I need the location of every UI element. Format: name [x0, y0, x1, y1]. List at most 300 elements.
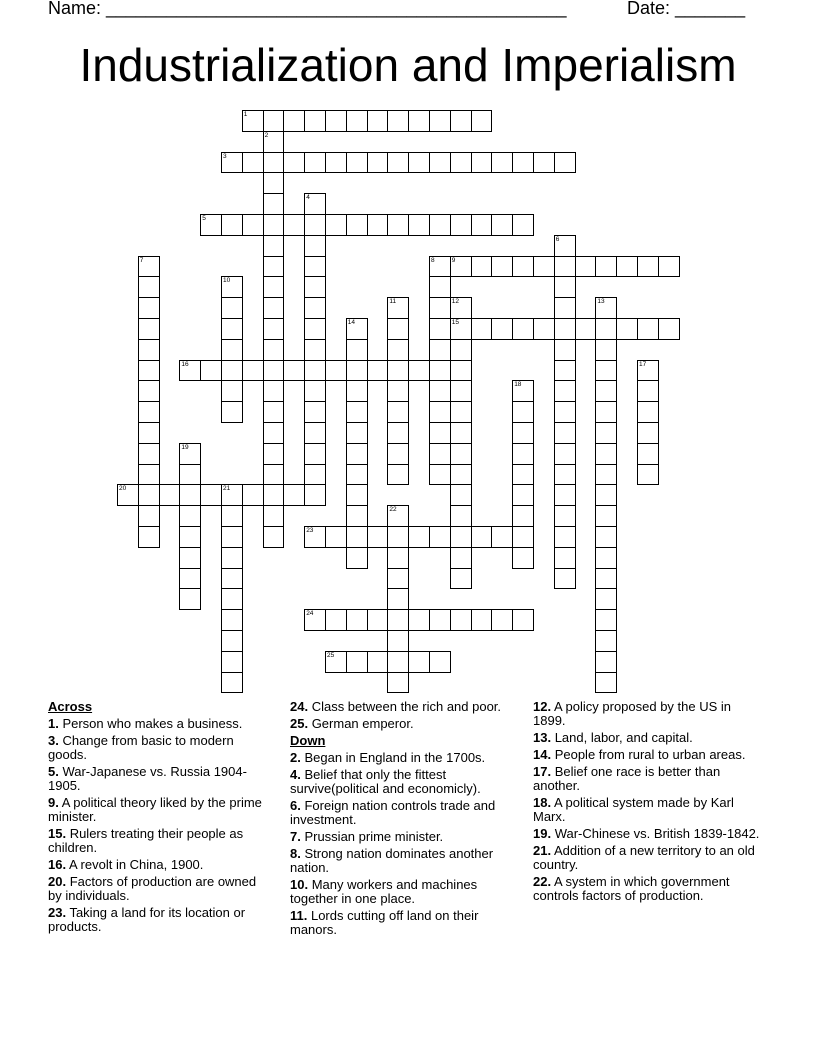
crossword-cell[interactable]	[512, 443, 534, 465]
crossword-cell[interactable]	[221, 339, 243, 361]
crossword-cell[interactable]	[138, 256, 160, 278]
clue-item	[533, 875, 763, 903]
crossword-cell[interactable]	[367, 152, 389, 174]
crossword-cell[interactable]	[138, 276, 160, 298]
crossword-cell[interactable]	[200, 360, 222, 382]
crossword-cell[interactable]	[304, 297, 326, 319]
crossword-cell[interactable]	[450, 318, 472, 340]
crossword-cell-number: 20	[119, 485, 127, 493]
crossword-cell[interactable]	[429, 110, 451, 132]
crossword-cell[interactable]	[408, 110, 430, 132]
crossword-cell[interactable]	[595, 380, 617, 402]
crossword-cell[interactable]	[325, 609, 347, 631]
crossword-cell[interactable]	[325, 526, 347, 548]
crossword-cell[interactable]	[138, 318, 160, 340]
crossword-cell[interactable]	[471, 526, 493, 548]
crossword-cell[interactable]	[554, 422, 576, 444]
crossword-cell[interactable]	[263, 110, 285, 132]
crossword-cell[interactable]	[575, 256, 597, 278]
crossword-cell[interactable]	[304, 235, 326, 257]
crossword-cell[interactable]	[242, 484, 264, 506]
crossword-cell[interactable]	[346, 484, 368, 506]
crossword-cell[interactable]	[512, 401, 534, 423]
crossword-cell[interactable]	[387, 110, 409, 132]
crossword-cell[interactable]	[304, 526, 326, 548]
clue-item	[533, 731, 763, 745]
crossword-cell[interactable]	[221, 401, 243, 423]
crossword-cell[interactable]	[450, 484, 472, 506]
crossword-cell[interactable]	[554, 526, 576, 548]
crossword-cell-number: 15	[451, 319, 460, 326]
crossword-cell[interactable]	[637, 422, 659, 444]
crossword-cell[interactable]	[221, 214, 243, 236]
crossword-cell[interactable]	[138, 401, 160, 423]
crossword-cell[interactable]	[491, 214, 513, 236]
crossword-cell[interactable]	[367, 214, 389, 236]
crossword-cell[interactable]	[159, 484, 181, 506]
crossword-cell[interactable]	[325, 110, 347, 132]
crossword-cell[interactable]	[408, 360, 430, 382]
crossword-cell[interactable]	[179, 568, 201, 590]
crossword-cell[interactable]	[554, 484, 576, 506]
crossword-cell[interactable]	[304, 360, 326, 382]
crossword-cell[interactable]	[554, 464, 576, 486]
crossword-cell[interactable]	[263, 276, 285, 298]
crossword-cell[interactable]	[283, 110, 305, 132]
crossword-cell[interactable]	[283, 360, 305, 382]
crossword-cell[interactable]	[138, 422, 160, 444]
crossword-cell[interactable]	[179, 464, 201, 486]
crossword-cell[interactable]	[221, 380, 243, 402]
crossword-cell[interactable]	[242, 110, 264, 132]
crossword-cell[interactable]	[387, 380, 409, 402]
crossword-cell[interactable]	[408, 214, 430, 236]
crossword-cell[interactable]	[595, 568, 617, 590]
crossword-cell[interactable]	[450, 464, 472, 486]
crossword-cell[interactable]	[595, 505, 617, 527]
crossword-cell[interactable]	[304, 193, 326, 215]
crossword-cell[interactable]	[200, 484, 222, 506]
clue-text: Addition of a new territory to an old country.	[533, 843, 755, 872]
crossword-cell[interactable]	[221, 526, 243, 548]
crossword-cell[interactable]	[658, 256, 680, 278]
crossword-cell[interactable]	[221, 588, 243, 610]
crossword-cell[interactable]	[658, 318, 680, 340]
crossword-cell[interactable]	[346, 318, 368, 340]
crossword-cell[interactable]	[429, 297, 451, 319]
crossword-cell[interactable]	[616, 318, 638, 340]
crossword-cell[interactable]	[450, 380, 472, 402]
crossword-cell[interactable]	[554, 568, 576, 590]
crossword-cell[interactable]	[554, 401, 576, 423]
crossword-cell[interactable]	[450, 360, 472, 382]
crossword-cell[interactable]	[595, 422, 617, 444]
crossword-cell[interactable]	[450, 547, 472, 569]
crossword-cell[interactable]	[554, 505, 576, 527]
crossword-cell[interactable]	[221, 630, 243, 652]
crossword-cell[interactable]	[346, 110, 368, 132]
crossword-cell[interactable]	[283, 214, 305, 236]
crossword-cell[interactable]	[429, 152, 451, 174]
crossword-cell[interactable]	[616, 256, 638, 278]
crossword-cell[interactable]	[387, 360, 409, 382]
crossword-cell[interactable]	[429, 339, 451, 361]
crossword-cell[interactable]	[387, 464, 409, 486]
crossword-cell[interactable]	[533, 256, 555, 278]
crossword-cell[interactable]	[304, 318, 326, 340]
crossword-cell[interactable]	[263, 360, 285, 382]
crossword-cell[interactable]	[533, 318, 555, 340]
crossword-cell[interactable]	[450, 110, 472, 132]
crossword-cell[interactable]	[387, 526, 409, 548]
crossword-cell[interactable]	[304, 276, 326, 298]
clue-text: A system in which government controls factors of production.	[533, 874, 730, 903]
crossword-cell[interactable]	[450, 526, 472, 548]
crossword-cell[interactable]	[263, 380, 285, 402]
crossword-cell[interactable]	[221, 568, 243, 590]
crossword-cell[interactable]	[554, 380, 576, 402]
crossword-cell[interactable]	[346, 401, 368, 423]
crossword-cell-number: 8	[431, 256, 435, 264]
crossword-cell[interactable]	[387, 318, 409, 340]
crossword-cell[interactable]	[346, 422, 368, 444]
clue-text: Person who makes a business.	[58, 716, 243, 731]
crossword-cell[interactable]	[304, 110, 326, 132]
crossword-cell[interactable]	[387, 401, 409, 423]
clue-item	[290, 799, 510, 827]
crossword-cell[interactable]	[491, 256, 513, 278]
crossword-cell[interactable]	[595, 360, 617, 382]
crossword-cell[interactable]	[554, 276, 576, 298]
crossword-cell[interactable]	[554, 297, 576, 319]
crossword-cell[interactable]	[367, 526, 389, 548]
crossword-cell[interactable]	[346, 505, 368, 527]
crossword-cell[interactable]	[512, 609, 534, 631]
crossword-cell[interactable]	[512, 152, 534, 174]
crossword-cell[interactable]	[221, 152, 243, 174]
crossword-cell[interactable]	[304, 152, 326, 174]
crossword-cell[interactable]	[367, 110, 389, 132]
crossword-cell[interactable]	[263, 318, 285, 340]
crossword-cell[interactable]	[179, 443, 201, 465]
crossword-cell[interactable]	[221, 547, 243, 569]
crossword-cell[interactable]	[450, 568, 472, 590]
crossword-cell[interactable]	[471, 318, 493, 340]
crossword-cell[interactable]	[595, 443, 617, 465]
crossword-cell[interactable]	[263, 152, 285, 174]
crossword-cell[interactable]	[346, 547, 368, 569]
crossword-cell[interactable]	[429, 256, 451, 278]
across-clue-list	[48, 717, 268, 934]
crossword-cell[interactable]	[595, 588, 617, 610]
crossword-cell[interactable]	[221, 318, 243, 340]
crossword-cell-number: 4	[306, 194, 310, 202]
crossword-cell[interactable]	[471, 214, 493, 236]
crossword-cell[interactable]	[429, 422, 451, 444]
crossword-cell[interactable]	[408, 526, 430, 548]
crossword-cell[interactable]	[117, 484, 139, 506]
crossword-cell[interactable]	[512, 547, 534, 569]
crossword-cell[interactable]	[179, 484, 201, 506]
clue-text: Many workers and machines together in one place.	[290, 877, 478, 906]
crossword-cell[interactable]	[263, 401, 285, 423]
crossword-cell[interactable]	[450, 401, 472, 423]
crossword-cell[interactable]	[387, 568, 409, 590]
crossword-cell[interactable]	[304, 443, 326, 465]
crossword-cell-number: 3	[223, 152, 227, 160]
crossword-cell[interactable]	[512, 484, 534, 506]
crossword-cell[interactable]	[387, 651, 409, 673]
crossword-cell[interactable]	[263, 235, 285, 257]
crossword-cell[interactable]	[429, 318, 451, 340]
crossword-cell[interactable]	[221, 276, 243, 298]
crossword-cell[interactable]	[471, 152, 493, 174]
crossword-cell[interactable]	[221, 651, 243, 673]
crossword-cell[interactable]	[387, 422, 409, 444]
crossword-cell[interactable]	[429, 526, 451, 548]
crossword-cell[interactable]	[325, 651, 347, 673]
clue-number: 14.	[533, 747, 552, 762]
crossword-cell[interactable]	[367, 609, 389, 631]
crossword-cell[interactable]	[471, 256, 493, 278]
crossword-cell[interactable]	[346, 443, 368, 465]
crossword-cell[interactable]	[491, 318, 513, 340]
crossword-cell[interactable]	[595, 651, 617, 673]
crossword-cell[interactable]	[471, 609, 493, 631]
crossword-cell[interactable]	[637, 360, 659, 382]
clue-number: 21.	[533, 843, 552, 858]
crossword-cell[interactable]	[554, 152, 576, 174]
crossword-cell[interactable]	[242, 360, 264, 382]
crossword-cell[interactable]	[346, 214, 368, 236]
crossword-cell[interactable]	[595, 547, 617, 569]
crossword-cell[interactable]	[429, 214, 451, 236]
crossword-cell[interactable]	[304, 484, 326, 506]
crossword-cell[interactable]	[346, 339, 368, 361]
crossword-cell[interactable]	[263, 484, 285, 506]
crossword-cell[interactable]	[450, 297, 472, 319]
crossword-cell[interactable]	[595, 297, 617, 319]
crossword-cell-number: 5	[202, 215, 206, 222]
crossword-cell[interactable]	[429, 609, 451, 631]
crossword-cell[interactable]	[408, 651, 430, 673]
crossword-cell[interactable]	[200, 214, 222, 236]
crossword-cell[interactable]	[138, 484, 160, 506]
crossword-cell[interactable]	[450, 505, 472, 527]
crossword-cell[interactable]	[367, 360, 389, 382]
crossword-cell[interactable]	[263, 526, 285, 548]
crossword-cell[interactable]	[429, 360, 451, 382]
crossword-cell[interactable]	[387, 609, 409, 631]
crossword-cell[interactable]	[595, 672, 617, 694]
crossword-cell[interactable]	[512, 256, 534, 278]
crossword-cell[interactable]	[346, 152, 368, 174]
crossword-cell[interactable]	[450, 609, 472, 631]
crossword-cell[interactable]	[179, 526, 201, 548]
crossword-cell[interactable]	[429, 276, 451, 298]
crossword-cell[interactable]	[595, 339, 617, 361]
crossword-cell[interactable]	[138, 505, 160, 527]
crossword-cell[interactable]	[637, 443, 659, 465]
crossword-cell[interactable]	[554, 360, 576, 382]
crossword-cell[interactable]	[325, 214, 347, 236]
crossword-cell[interactable]	[512, 526, 534, 548]
crossword-cell[interactable]	[304, 380, 326, 402]
crossword-cell[interactable]	[554, 339, 576, 361]
crossword-cell[interactable]	[304, 256, 326, 278]
crossword-cell[interactable]	[263, 214, 285, 236]
crossword-cell[interactable]	[637, 256, 659, 278]
crossword-cell[interactable]	[221, 672, 243, 694]
crossword-cell[interactable]	[179, 505, 201, 527]
crossword-cell[interactable]	[512, 422, 534, 444]
crossword-cell[interactable]	[283, 152, 305, 174]
crossword-cell[interactable]	[637, 401, 659, 423]
crossword-cell[interactable]	[450, 422, 472, 444]
crossword-cell[interactable]	[387, 588, 409, 610]
crossword-cell[interactable]	[429, 651, 451, 673]
crossword-cell[interactable]	[387, 152, 409, 174]
crossword-cell[interactable]	[346, 526, 368, 548]
crossword-cell[interactable]	[512, 464, 534, 486]
clue-text: Strong nation dominates another nation.	[290, 846, 494, 875]
crossword-cell[interactable]	[429, 380, 451, 402]
crossword-cell[interactable]	[512, 505, 534, 527]
crossword-cell[interactable]	[512, 380, 534, 402]
crossword-cell[interactable]	[575, 318, 597, 340]
crossword-cell[interactable]	[387, 547, 409, 569]
crossword-cell[interactable]	[179, 588, 201, 610]
crossword-cell[interactable]	[263, 339, 285, 361]
crossword-cell[interactable]	[408, 152, 430, 174]
crossword-cell[interactable]	[491, 526, 513, 548]
crossword-cell[interactable]	[346, 360, 368, 382]
crossword-cell[interactable]	[263, 193, 285, 215]
crossword-cell[interactable]	[554, 443, 576, 465]
crossword-cell[interactable]	[138, 526, 160, 548]
crossword-cell[interactable]	[304, 339, 326, 361]
crossword-cell[interactable]	[263, 464, 285, 486]
clue-text: Lords cutting off land on their manors.	[290, 908, 479, 937]
crossword-cell[interactable]	[304, 609, 326, 631]
crossword-cell[interactable]	[138, 297, 160, 319]
crossword-cell[interactable]	[450, 152, 472, 174]
crossword-cell-number: 6	[555, 235, 560, 243]
crossword-cell[interactable]	[263, 256, 285, 278]
crossword-cell[interactable]	[637, 380, 659, 402]
crossword-cell[interactable]	[429, 464, 451, 486]
crossword-cell[interactable]	[304, 422, 326, 444]
crossword-cell[interactable]	[450, 339, 472, 361]
crossword-cell[interactable]	[221, 297, 243, 319]
crossword-cell[interactable]	[263, 297, 285, 319]
crossword-cell[interactable]	[595, 484, 617, 506]
crossword-cell[interactable]	[387, 672, 409, 694]
crossword-cell[interactable]	[263, 443, 285, 465]
crossword-cell[interactable]	[304, 464, 326, 486]
clue-text: A revolt in China, 1900.	[66, 857, 204, 872]
crossword-cell[interactable]	[491, 152, 513, 174]
crossword-cell[interactable]	[138, 443, 160, 465]
crossword-cell[interactable]	[450, 443, 472, 465]
crossword-cell[interactable]	[179, 360, 201, 382]
crossword-cell[interactable]	[138, 360, 160, 382]
clue-number: 6.	[290, 798, 301, 813]
crossword-cell[interactable]	[387, 630, 409, 652]
crossword-cell[interactable]	[554, 547, 576, 569]
crossword-cell[interactable]	[304, 401, 326, 423]
crossword-cell[interactable]	[346, 651, 368, 673]
crossword-cell[interactable]	[595, 318, 617, 340]
crossword-cell[interactable]	[138, 464, 160, 486]
crossword-cell[interactable]	[221, 609, 243, 631]
down-clue-list	[290, 751, 510, 937]
crossword-cell[interactable]	[242, 152, 264, 174]
crossword-cell[interactable]	[138, 380, 160, 402]
crossword-cell[interactable]	[346, 380, 368, 402]
crossword-cell[interactable]	[263, 172, 285, 194]
clue-item	[290, 878, 510, 906]
crossword-cell[interactable]	[450, 256, 472, 278]
crossword-cell[interactable]	[242, 214, 264, 236]
crossword-cell[interactable]	[387, 214, 409, 236]
crossword-cell[interactable]	[554, 318, 576, 340]
crossword-cell[interactable]	[346, 464, 368, 486]
crossword-cell[interactable]	[595, 401, 617, 423]
crossword-cell[interactable]	[512, 214, 534, 236]
crossword-cell[interactable]	[429, 443, 451, 465]
crossword-cell[interactable]	[429, 401, 451, 423]
crossword-cell[interactable]	[533, 152, 555, 174]
crossword-cell[interactable]	[138, 339, 160, 361]
crossword-cell[interactable]	[263, 131, 285, 153]
crossword-cell[interactable]	[450, 214, 472, 236]
crossword-cell[interactable]	[554, 235, 576, 257]
crossword-cell[interactable]	[408, 609, 430, 631]
crossword-cell[interactable]	[221, 484, 243, 506]
crossword-cell[interactable]	[325, 360, 347, 382]
crossword-cell[interactable]	[263, 505, 285, 527]
crossword-cell[interactable]	[387, 505, 409, 527]
crossword-cell[interactable]	[637, 318, 659, 340]
crossword-cell[interactable]	[346, 609, 368, 631]
crossword-cell[interactable]	[387, 339, 409, 361]
crossword-cell[interactable]	[387, 297, 409, 319]
crossword-cell-number: 25	[327, 651, 335, 659]
crossword-cell[interactable]	[367, 651, 389, 673]
crossword-cell[interactable]	[221, 360, 243, 382]
crossword-cell[interactable]	[387, 443, 409, 465]
crossword-cell[interactable]	[325, 152, 347, 174]
crossword-cell[interactable]	[595, 256, 617, 278]
crossword-cell[interactable]	[179, 547, 201, 569]
crossword-cell[interactable]	[283, 484, 305, 506]
clue-text: German emperor.	[308, 716, 414, 731]
crossword-cell[interactable]	[595, 630, 617, 652]
crossword-cell[interactable]	[595, 526, 617, 548]
crossword-cell[interactable]	[263, 422, 285, 444]
crossword-cell[interactable]	[595, 609, 617, 631]
clue-item	[533, 700, 763, 728]
crossword-cell[interactable]	[221, 505, 243, 527]
crossword-cell[interactable]	[595, 464, 617, 486]
crossword-cell[interactable]	[471, 110, 493, 132]
crossword-cell[interactable]	[554, 256, 576, 278]
crossword-cell[interactable]	[637, 464, 659, 486]
crossword-cell[interactable]	[491, 609, 513, 631]
crossword-cell[interactable]	[304, 214, 326, 236]
crossword-cell[interactable]	[512, 318, 534, 340]
